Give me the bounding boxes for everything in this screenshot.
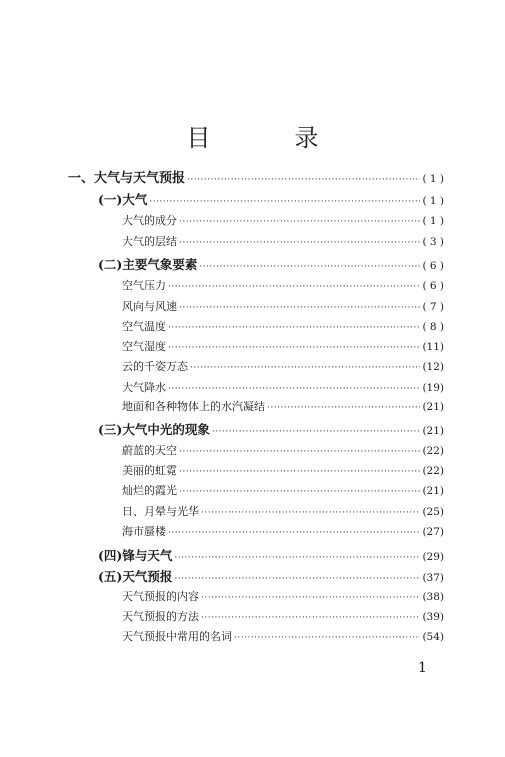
toc-entry xyxy=(122,441,444,461)
toc-entry xyxy=(122,211,444,231)
toc-entry-page: ( 1 ) xyxy=(422,173,444,185)
toc-entry xyxy=(122,481,444,501)
toc-leader-dots xyxy=(149,192,420,212)
toc-entry xyxy=(68,169,444,189)
toc-leader-dots xyxy=(179,212,420,232)
toc-entry-label: 空气压力 xyxy=(122,279,166,292)
toc-entry xyxy=(122,397,444,417)
toc-leader-dots xyxy=(212,422,421,442)
toc-entry-page: (54) xyxy=(422,631,444,643)
page-title: 目 录 xyxy=(186,124,349,152)
toc-entry-label: (四)锋与天气 xyxy=(98,548,173,563)
toc-leader-dots xyxy=(168,338,420,358)
toc-entry-label: 大气的成分 xyxy=(122,214,177,227)
toc-leader-dots xyxy=(179,482,420,502)
toc-entry-page: ( 1 ) xyxy=(422,215,444,227)
toc-entry xyxy=(122,627,444,647)
toc-entry-page: ( 7 ) xyxy=(422,301,444,313)
toc-leader-dots xyxy=(174,548,420,568)
toc-entry-label: (二)主要气象要素 xyxy=(98,257,198,272)
toc-entry xyxy=(122,587,444,607)
toc-entry xyxy=(98,420,444,440)
toc-leader-dots xyxy=(168,379,420,399)
toc-entry-label: 云的千姿万态 xyxy=(122,360,188,373)
toc-entry-label: 天气预报中常用的名词 xyxy=(122,630,232,643)
toc-entry-label: 大气的层结 xyxy=(122,235,177,248)
toc-leader-dots xyxy=(201,588,420,608)
toc-entry-page: ( 6 ) xyxy=(422,260,444,272)
toc-entry xyxy=(122,378,444,398)
toc-entry-label: 大气降水 xyxy=(122,381,166,394)
toc-entry-label: 风向与风速 xyxy=(122,300,177,313)
toc-leader-dots xyxy=(190,358,420,378)
toc-leader-dots xyxy=(179,442,420,462)
toc-leader-dots xyxy=(201,608,420,628)
toc-entry-label: 空气湿度 xyxy=(122,340,166,353)
toc-entry xyxy=(122,337,444,357)
toc-entry xyxy=(98,546,444,566)
toc-entry-label: 空气温度 xyxy=(122,320,166,333)
toc-entry xyxy=(122,607,444,627)
toc-entry-label: 灿烂的霞光 xyxy=(122,484,177,497)
toc-entry-label: (五)天气预报 xyxy=(98,569,173,584)
toc-entry-page: (37) xyxy=(422,572,444,584)
toc-entry-label: (一)大气 xyxy=(98,192,148,207)
toc-entry-page: (38) xyxy=(422,591,444,603)
toc-leader-dots xyxy=(168,277,420,297)
toc-entry xyxy=(122,232,444,252)
toc-entry-label: 日、月晕与光华 xyxy=(122,505,199,518)
toc-entry-page: (25) xyxy=(422,506,444,518)
page-number: 1 xyxy=(418,660,427,676)
toc-leader-dots xyxy=(234,628,420,648)
toc-entry-label: 美丽的虹霓 xyxy=(122,464,177,477)
toc-leader-dots xyxy=(179,233,420,253)
toc-entry-label: 一、大气与天气预报 xyxy=(68,171,186,186)
toc-entry-page: ( 1 ) xyxy=(422,195,444,207)
toc-entry xyxy=(98,190,444,210)
toc-entry-label: 天气预报的方法 xyxy=(122,610,199,623)
toc-leader-dots xyxy=(179,462,420,482)
toc-entry-label: (三)大气中光的现象 xyxy=(98,422,210,437)
toc-entry-label: 蔚蓝的天空 xyxy=(122,444,177,457)
toc-leader-dots xyxy=(168,523,420,543)
toc-leader-dots xyxy=(201,503,420,523)
toc-entry-page: (21) xyxy=(422,401,444,413)
toc-entry-page: (21) xyxy=(422,425,444,437)
toc-entry-page: (11) xyxy=(422,341,444,353)
toc-entry xyxy=(122,461,444,481)
toc-entry xyxy=(122,522,444,542)
toc-leader-dots xyxy=(174,569,420,589)
toc-leader-dots xyxy=(199,257,420,277)
toc-entry-page: (39) xyxy=(422,611,444,623)
toc-entry-page: (29) xyxy=(422,551,444,563)
toc-entry-page: (22) xyxy=(422,445,444,457)
toc-leader-dots xyxy=(168,318,420,338)
toc-leader-dots xyxy=(187,170,420,190)
toc-leader-dots xyxy=(179,298,420,318)
toc-entry xyxy=(122,357,444,377)
toc-entry xyxy=(98,255,444,275)
toc-entry xyxy=(122,276,444,296)
toc-entry-label: 天气预报的内容 xyxy=(122,590,199,603)
toc-leader-dots xyxy=(267,398,420,418)
toc-entry-page: ( 3 ) xyxy=(422,236,444,248)
toc-entry-page: ( 8 ) xyxy=(422,321,444,333)
toc-entry-label: 地面和各种物体上的水汽凝结 xyxy=(122,400,265,413)
toc-entry xyxy=(98,567,444,587)
toc-entry xyxy=(122,317,444,337)
toc-entry-page: (27) xyxy=(422,526,444,538)
toc-entry-page: (21) xyxy=(422,485,444,497)
toc-entry-page: (19) xyxy=(422,382,444,394)
toc-entry-page: ( 6 ) xyxy=(422,280,444,292)
toc-entry-page: (12) xyxy=(422,361,444,373)
toc-entry-label: 海市蜃楼 xyxy=(122,525,166,538)
toc-entry xyxy=(122,502,444,522)
toc-entry-page: (22) xyxy=(422,465,444,477)
toc-entry xyxy=(122,297,444,317)
